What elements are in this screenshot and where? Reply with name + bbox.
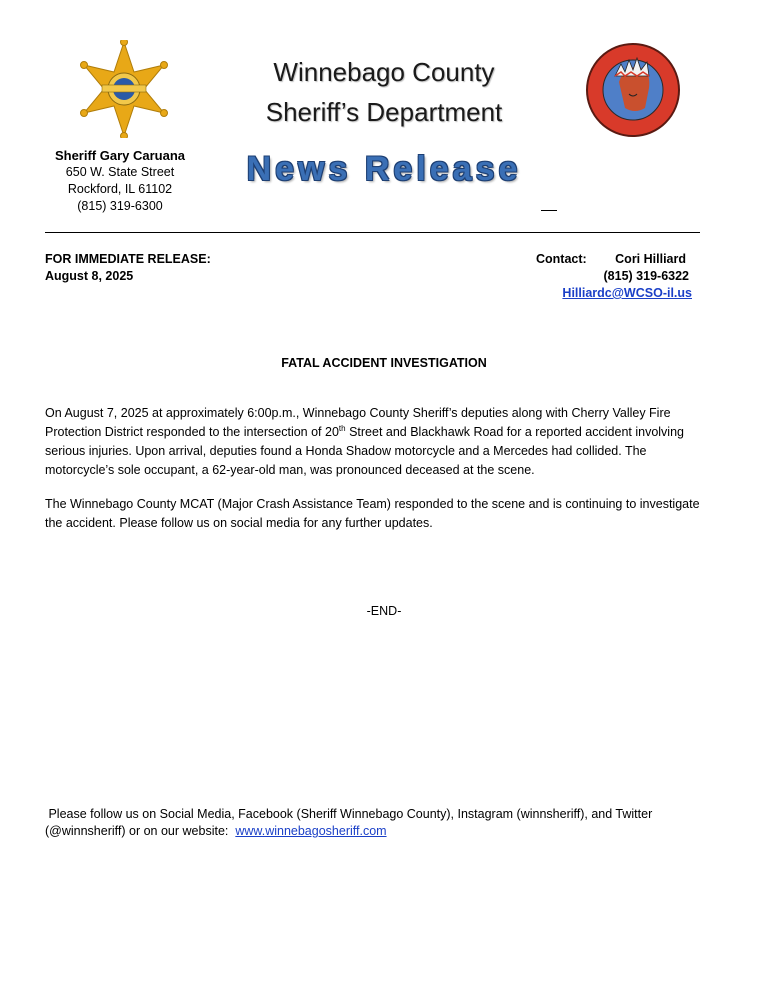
social-media-line-1: Please follow us on Social Media, Facebook (Sheriff Winnebago County), Instagram (winnsheriff), and Twitter [45,807,653,821]
article-paragraph-1 [45,404,725,480]
contact-phone: (815) 319-6322 [603,269,689,283]
contact-email-link[interactable]: Hilliardc@WCSO-il.us [562,286,692,300]
p1-line2-end: Street and Blackhawk Road for a reported accident involving [345,425,684,439]
address-street: 650 W. State Street [65,165,175,179]
header-divider [45,232,700,233]
article-paragraph-2 [45,495,725,533]
department-title-line1: Winnebago County [273,57,495,87]
website-link[interactable]: www.winnebagosheriff.com [235,824,387,838]
header-dash [541,210,557,211]
sheriff-address-block [40,147,200,215]
news-release-banner: News Release [246,150,522,188]
paragraph-1-line-2 [45,423,725,442]
end-marker: -END- [366,604,402,618]
website-prefix: (@winnsheriff) or on our website: [45,824,236,838]
p1-line2-start: Protection District responded to the intersection of 20 [45,425,339,439]
sheriff-name: Sheriff Gary Caruana [54,148,186,163]
paragraph-2-line-2: the accident. Please follow us on social media for any further updates. [45,516,433,530]
office-phone: (815) 319-6300 [77,199,163,213]
paragraph-2-line-1: The Winnebago County MCAT (Major Crash Assistance Team) responded to the scene and is continuing to investigate [45,497,700,511]
paragraph-1-line-3: serious injuries. Upon arrival, deputies found a Honda Shadow motorcycle and a Mercedes had collided. The [45,444,647,458]
release-date: August 8, 2025 [45,269,134,283]
ordinal-suffix: th [338,423,346,433]
article-headline: FATAL ACCIDENT INVESTIGATION [281,356,487,370]
paragraph-1-line-4: motorcycle’s sole occupant, a 62-year-old man, was pronounced deceased at the scene. [45,463,535,477]
address-city: Rockford, IL 61102 [67,182,173,196]
paragraph-1-line-1: On August 7, 2025 at approximately 6:00p.m., Winnebago County Sheriff’s deputies along with Cherry Valley Fire [45,406,671,420]
social-media-line-2 [45,822,735,841]
contact-name: Cori Hilliard [615,252,686,266]
department-title-line2: Sheriff’s Department [265,97,503,127]
release-label: FOR IMMEDIATE RELEASE: [45,252,211,266]
contact-label: Contact: [536,252,587,266]
